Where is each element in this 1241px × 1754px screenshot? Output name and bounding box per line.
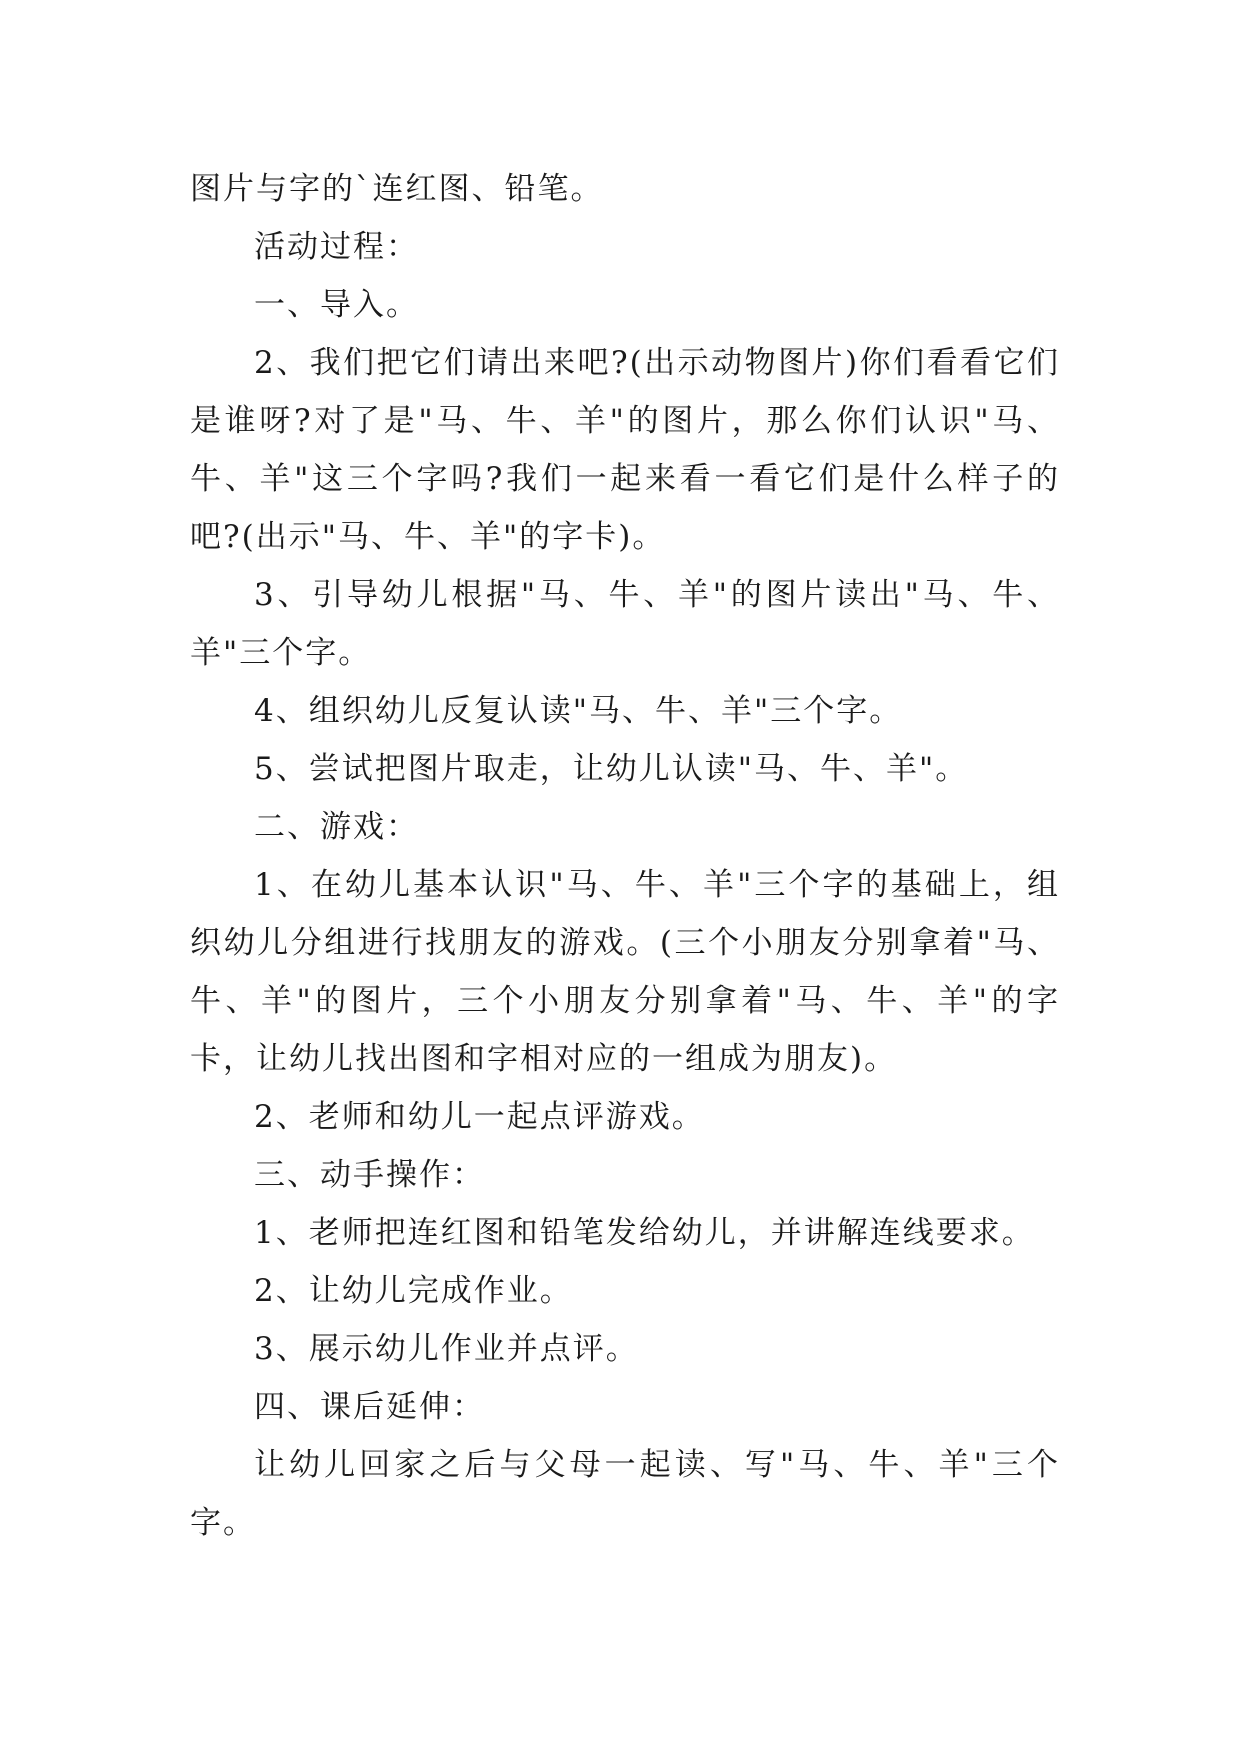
paragraph: 2、老师和幼儿一起点评游戏。 xyxy=(254,1099,705,1135)
section-heading: 一、导入。 xyxy=(254,287,419,323)
section-heading: 三、动手操作： xyxy=(254,1157,485,1193)
section-heading: 二、游戏： xyxy=(254,809,419,845)
paragraph: 3、展示幼儿作业并点评。 xyxy=(254,1331,639,1367)
paragraph: 5、尝试把图片取走，让幼儿认读"马、牛、羊"。 xyxy=(254,751,969,787)
paragraph: 让幼儿回家之后与父母一起读、写"马、牛、羊"三个字。 xyxy=(190,1447,1060,1541)
paragraph: 图片与字的`连红图、铅笔。 xyxy=(190,171,604,207)
paragraph: 1、在幼儿基本认识"马、牛、羊"三个字的基础上，组织幼儿分组进行找朋友的游戏。(三个小朋友分别拿着"马、牛、羊"的图片，三个小朋友分别拿着"马、牛、羊"的字卡，让幼儿找出图和字相对应的一组成为朋友)。 xyxy=(190,867,1060,1077)
paragraph: 4、组织幼儿反复认读"马、牛、羊"三个字。 xyxy=(254,693,903,729)
paragraph: 3、引导幼儿根据"马、牛、羊"的图片读出"马、牛、羊"三个字。 xyxy=(190,577,1060,671)
document-body xyxy=(190,160,1060,1552)
section-heading: 四、课后延伸： xyxy=(254,1389,485,1425)
paragraph: 2、我们把它们请出来吧?(出示动物图片)你们看看它们是谁呀?对了是"马、牛、羊"的图片，那么你们认识"马、牛、羊"这三个字吗?我们一起来看一看它们是什么样子的吧?(出示"马、牛、羊"的字卡)。 xyxy=(190,345,1060,555)
paragraph: 活动过程： xyxy=(254,229,419,265)
paragraph: 1、老师把连红图和铅笔发给幼儿，并讲解连线要求。 xyxy=(254,1215,1035,1251)
paragraph: 2、让幼儿完成作业。 xyxy=(254,1273,573,1309)
